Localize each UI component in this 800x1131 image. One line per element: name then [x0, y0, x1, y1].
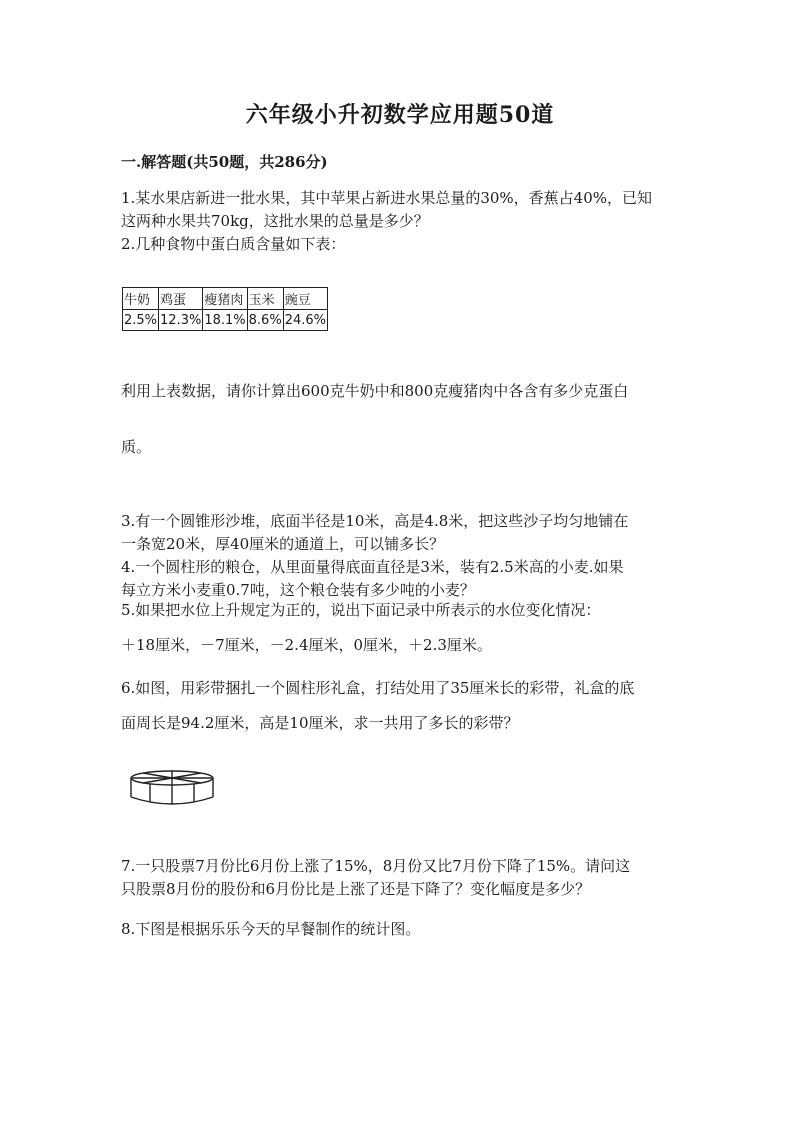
table-value-cell: 24.6%	[283, 310, 327, 331]
question-5-line-2: ＋18厘米，－7厘米，－2.4厘米，0厘米，＋2.3厘米。	[121, 636, 492, 654]
page-title: 六年级小升初数学应用题50道	[245, 102, 555, 128]
table-header-cell: 豌豆	[283, 288, 327, 310]
table-header-cell: 鸡蛋	[159, 288, 203, 310]
question-3-line-2: 一条宽20米，厚40厘米的通道上，可以铺多长？	[121, 535, 445, 553]
question-6-line-2: 面周长是94.2厘米，高是10厘米，求一共用了多长的彩带？	[121, 714, 519, 732]
protein-content-table	[122, 287, 328, 331]
table-header-cell: 瘦猪肉	[203, 288, 247, 310]
question-8-line-1: 8.下图是根据乐乐今天的早餐制作的统计图。	[121, 920, 421, 938]
cylinder-gift-box-figure	[128, 768, 218, 808]
question-4-line-1: 4.一个圆柱形的粮仓，从里面量得底面直径是3米，装有2.5米高的小麦.如果	[121, 558, 624, 576]
table-value-cell: 2.5%	[123, 310, 159, 331]
table-header-cell: 牛奶	[123, 288, 159, 310]
table-value-cell: 18.1%	[203, 310, 247, 331]
question-5-line-1: 5.如果把水位上升规定为正的，说出下面记录中所表示的水位变化情况：	[121, 601, 601, 619]
question-2-intro: 2.几种食物中蛋白质含量如下表：	[121, 235, 346, 253]
question-7-line-2: 只股票8月份的股份和6月份比是上涨了还是下降了？变化幅度是多少？	[121, 880, 591, 898]
table-value-row	[123, 310, 328, 331]
table-value-cell: 12.3%	[159, 310, 203, 331]
section-heading: 一.解答题(共50题，共286分)	[121, 153, 328, 171]
question-4-line-2: 每立方米小麦重0.7吨，这个粮仓装有多少吨的小麦？	[121, 581, 475, 599]
question-7-line-1: 7.一只股票7月份比6月份上涨了15%，8月份又比7月份下降了15%。请问这	[121, 857, 631, 875]
table-header-row	[123, 288, 328, 310]
question-6-line-1: 6.如图，用彩带捆扎一个圆柱形礼盒，打结处用了35厘米长的彩带，礼盒的底	[121, 679, 635, 697]
table-value-cell: 8.6%	[247, 310, 283, 331]
question-1-line-2: 这两种水果共70kg，这批水果的总量是多少？	[121, 212, 429, 230]
question-2-line-2: 质。	[121, 438, 152, 456]
question-2-line-1: 利用上表数据，请你计算出600克牛奶中和800克瘦猪肉中各含有多少克蛋白	[121, 382, 629, 400]
table-header-cell: 玉米	[247, 288, 283, 310]
question-3-line-1: 3.有一个圆锥形沙堆，底面半径是10米，高是4.8米，把这些沙子均匀地铺在	[121, 512, 629, 530]
question-1-line-1: 1.某水果店新进一批水果，其中苹果占新进水果总量的30%，香蕉占40%，已知	[121, 189, 652, 207]
